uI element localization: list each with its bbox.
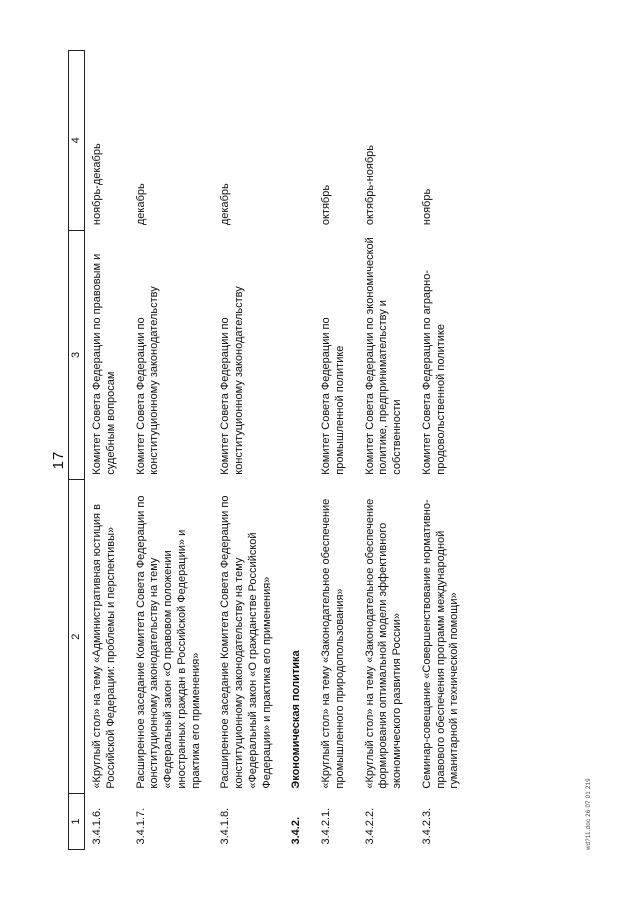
row-responsible: Комитет Совета Федерации по конституционному законодательству	[134, 286, 161, 475]
table-row	[85, 51, 129, 850]
footer-stamp: wd?11.doc 26 07 01 219	[586, 778, 592, 850]
section-number: 3.4.2.	[290, 816, 303, 845]
row-number: 3.4.1.7.	[134, 807, 147, 845]
page-number: 17	[50, 450, 67, 470]
row-number: 3.4.1.8.	[219, 807, 232, 845]
section-empty	[284, 230, 314, 480]
row-term: декабрь	[219, 183, 232, 226]
row-number: 3.4.2.3.	[420, 807, 433, 845]
table-row	[358, 51, 415, 850]
row-term: ноябрь-декабрь	[91, 143, 103, 226]
row-number: 3.4.2.2.	[363, 807, 376, 845]
section-empty	[284, 51, 314, 231]
row-event: «Круглый стол» на тему «Законодательное обеспечение формирования оптимальной модели эффективного экономического развития России»	[363, 498, 403, 789]
plan-table	[68, 50, 472, 850]
column-header-3: 3	[69, 230, 85, 480]
column-header-1: 1	[69, 794, 85, 850]
row-event: Расширенное заседание Комитета Совета Федерации по конституционному законодательству на тему «Федеральный закон «О гражданстве Российской Федерации» и практика его применения»	[219, 495, 273, 789]
row-number: 3.4.2.1.	[320, 807, 332, 845]
row-responsible: Комитет Совета Федерации по аграрно-продовольственной политике	[420, 269, 447, 475]
section-row	[284, 51, 314, 850]
row-responsible: Комитет Совета Федерации по экономической политике, предпринимательству и собственности	[363, 237, 403, 475]
table-row	[314, 51, 358, 850]
column-header-4: 4	[69, 51, 85, 231]
row-event: «Круглый стол» на тему «Административная юстиция в Российской Федерации: проблемы и перспективы»	[91, 504, 117, 789]
row-term: ноябрь	[420, 188, 433, 226]
row-number: 3.4.1.6.	[91, 807, 103, 845]
row-responsible: Комитет Совета Федерации по конституционному законодательству	[219, 286, 245, 475]
row-term: октябрь	[320, 184, 332, 226]
table-row	[415, 51, 472, 850]
row-term: октябрь-ноябрь	[363, 144, 376, 226]
header-row	[69, 51, 85, 850]
row-event: Расширенное заседание Комитета Совета Федерации по конституционному законодательству на тему «Федеральный закон «О правовом положении иностранных граждан в Российской Федерации» и практика его применения»	[134, 495, 202, 789]
section-title: Экономическая политика	[290, 650, 303, 789]
row-responsible: Комитет Совета Федерации по правовым и судебным вопросам	[91, 253, 117, 475]
row-event: Семинар-совещание «Совершенствование нормативно-правового обеспечения программ международной гуманитарной и технической помощи»	[420, 499, 461, 789]
row-event: «Круглый стол» на тему «Законодательное обеспечение промышленного природопользования»	[320, 498, 346, 789]
rotated-page	[40, 40, 600, 880]
column-header-2: 2	[69, 480, 85, 794]
table-row	[129, 51, 214, 850]
table-row	[213, 51, 284, 850]
row-term: декабрь	[134, 183, 147, 226]
row-responsible: Комитет Совета Федерации по промышленной политике	[320, 317, 346, 475]
